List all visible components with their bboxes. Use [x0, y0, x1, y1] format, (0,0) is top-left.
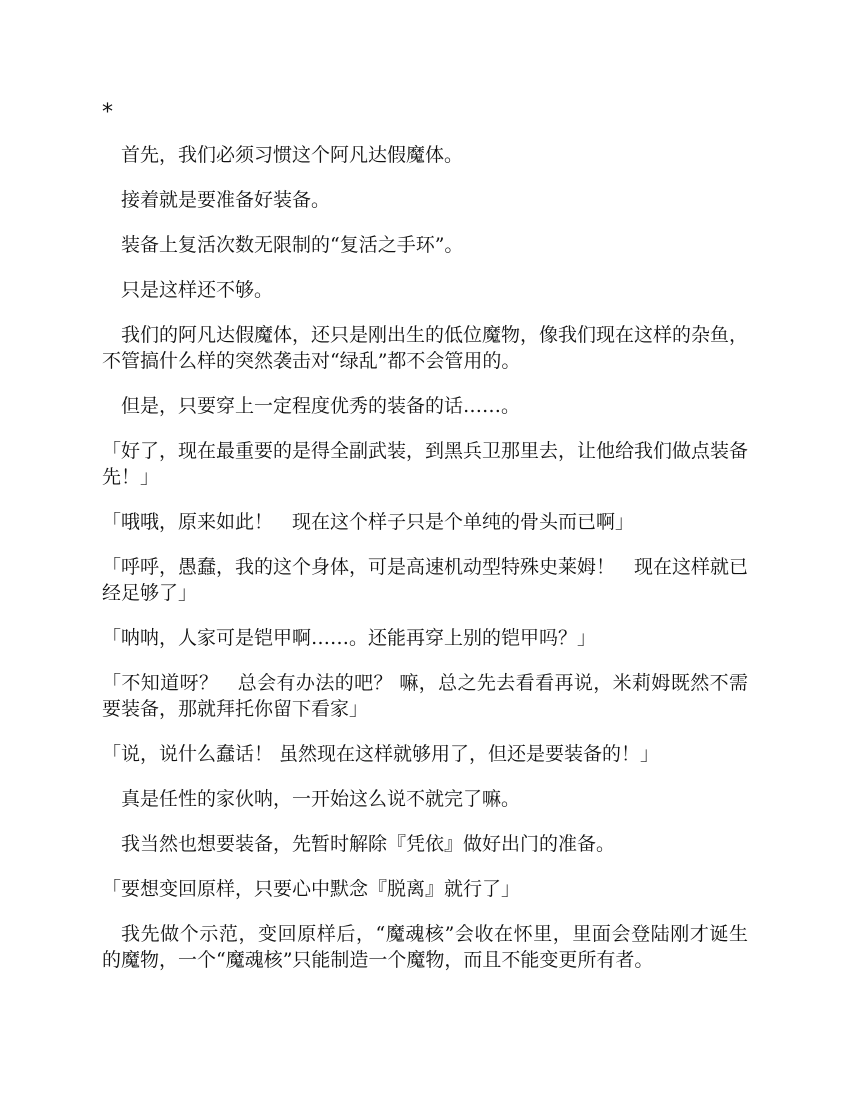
paragraph: 真是任性的家伙呐，一开始这么说不就完了嘛。	[121, 788, 521, 810]
section-separator: *	[102, 100, 113, 125]
paragraph: 装备上复活次数无限制的“复活之手环”。	[121, 234, 464, 256]
paragraph: 只是这样还不够。	[121, 279, 274, 301]
paragraph: 「不知道呀？ 总会有办法的吧？ 嘛，总之先去看看再说，米莉姆既然不需要装备，那就拜托你留下看家」	[102, 672, 748, 720]
paragraph: 「哦哦，原来如此！ 现在这个样子只是个单纯的骨头而已啊」	[102, 511, 635, 533]
body-text	[102, 142, 748, 973]
paragraph: 「呐呐，人家可是铠甲啊……。还能再穿上别的铠甲吗？」	[102, 627, 597, 649]
paragraph: 我当然也想要装备，先暂时解除『凭依』做好出门的准备。	[121, 833, 616, 855]
paragraph: 我先做个示范，变回原样后，“魔魂核”会收在怀里，里面会登陆刚才诞生的魔物，一个“魔魂核”只能制造一个魔物，而且不能变更所有者。	[102, 923, 748, 971]
paragraph: 「要想变回原样，只要心中默念『脱离』就行了」	[102, 878, 521, 900]
paragraph: 接着就是要准备好装备。	[121, 189, 331, 211]
paragraph: 「呼呼，愚蠢，我的这个身体，可是高速机动型特殊史莱姆！ 现在这样就已经足够了」	[102, 556, 749, 604]
paragraph: 首先，我们必须习惯这个阿凡达假魔体。	[121, 144, 464, 166]
paragraph: 「好了，现在最重要的是得全副武装，到黑兵卫那里去，让他给我们做点装备先！」	[102, 440, 749, 488]
paragraph: 我们的阿凡达假魔体，还只是刚出生的低位魔物，像我们现在这样的杂鱼，不管搞什么样的突然袭击对“绿乱”都不会管用的。	[102, 324, 749, 372]
paragraph: 「说，说什么蠢话！ 虽然现在这样就够用了，但还是要装备的！」	[102, 743, 660, 765]
paragraph: 但是，只要穿上一定程度优秀的装备的话……。	[121, 395, 521, 417]
document-page	[102, 98, 748, 992]
